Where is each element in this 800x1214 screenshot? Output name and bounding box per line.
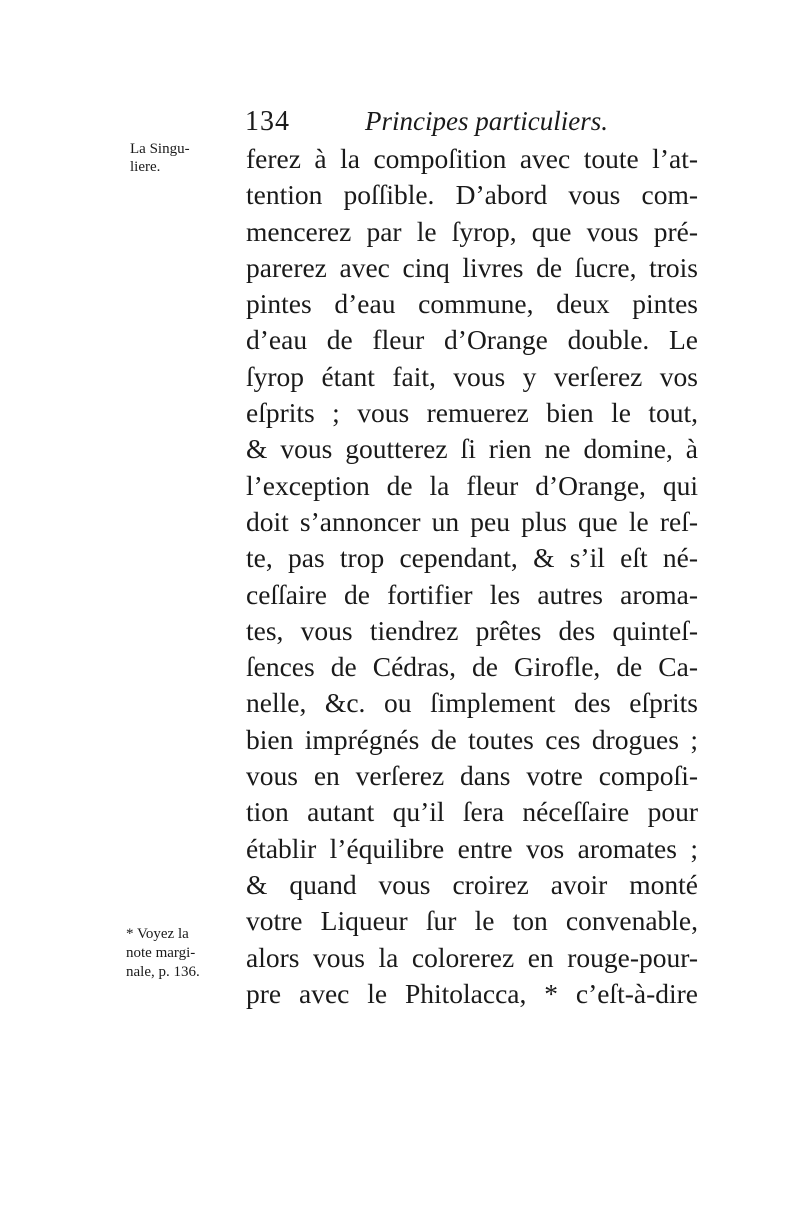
text-line: te, pas trop cependant, & s’il eſt né- xyxy=(246,542,698,574)
text-line: & quand vous croirez avoir monté xyxy=(246,868,698,900)
footnote-line: * Voyez la xyxy=(126,926,189,942)
body-text xyxy=(246,141,714,1012)
text-line: ſences de Cédras, de Girofle, de Ca- xyxy=(246,651,698,683)
text-line: eſprits ; vous remuerez bien le tout, xyxy=(246,397,698,429)
side-heading-line: liere. xyxy=(130,159,161,175)
text-line: d’eau de fleur d’Orange double. Le xyxy=(246,324,698,356)
text-line: tention poſſible. D’abord vous com- xyxy=(246,179,698,211)
text-line: mencerez par le ſyrop, que vous pré- xyxy=(246,215,698,247)
text-line: ceſſaire de fortifier les autres aroma- xyxy=(246,578,698,610)
text-line: l’exception de la fleur d’Orange, qui xyxy=(246,469,698,501)
footnote-reference xyxy=(126,925,238,982)
running-title: Principes particuliers. xyxy=(365,106,608,136)
text-line: tes, vous tiendrez prêtes des quinteſ- xyxy=(246,614,698,646)
text-line: votre Liqueur ſur le ton convenable, xyxy=(246,905,698,937)
text-line: & vous goutterez ſi rien ne domine, à xyxy=(246,433,698,465)
side-heading-line: La Singu- xyxy=(130,141,190,157)
page-number: 134 xyxy=(245,106,290,137)
text-line: pre avec le Phitolacca, * c’eſt-à-dire xyxy=(246,977,698,1009)
text-line: vous en verſerez dans votre compoſi- xyxy=(246,760,698,792)
text-line: ſyrop étant fait, vous y verſerez vos xyxy=(246,360,698,392)
text-line: tion autant qu’il ſera néceſſaire pour xyxy=(246,796,698,828)
text-line: établir l’équilibre entre vos aromates ; xyxy=(246,832,698,864)
text-line: nelle, &c. ou ſimplement des eſprits xyxy=(246,687,698,719)
footnote-line: note margi- xyxy=(126,945,196,961)
text-line: doit s’annoncer un peu plus que le reſ- xyxy=(246,505,698,537)
text-line: pintes d’eau commune, deux pintes xyxy=(246,288,698,320)
text-line: alors vous la colorerez en rouge-pour- xyxy=(246,941,698,973)
footnote-line: nale, p. 136. xyxy=(126,964,200,980)
text-line: parerez avec cinq livres de ſucre, trois xyxy=(246,251,698,283)
side-heading xyxy=(130,140,240,176)
text-line: ferez à la compoſition avec toute l’at- xyxy=(246,143,698,174)
text-line: bien imprégnés de toutes ces drogues ; xyxy=(246,723,698,755)
